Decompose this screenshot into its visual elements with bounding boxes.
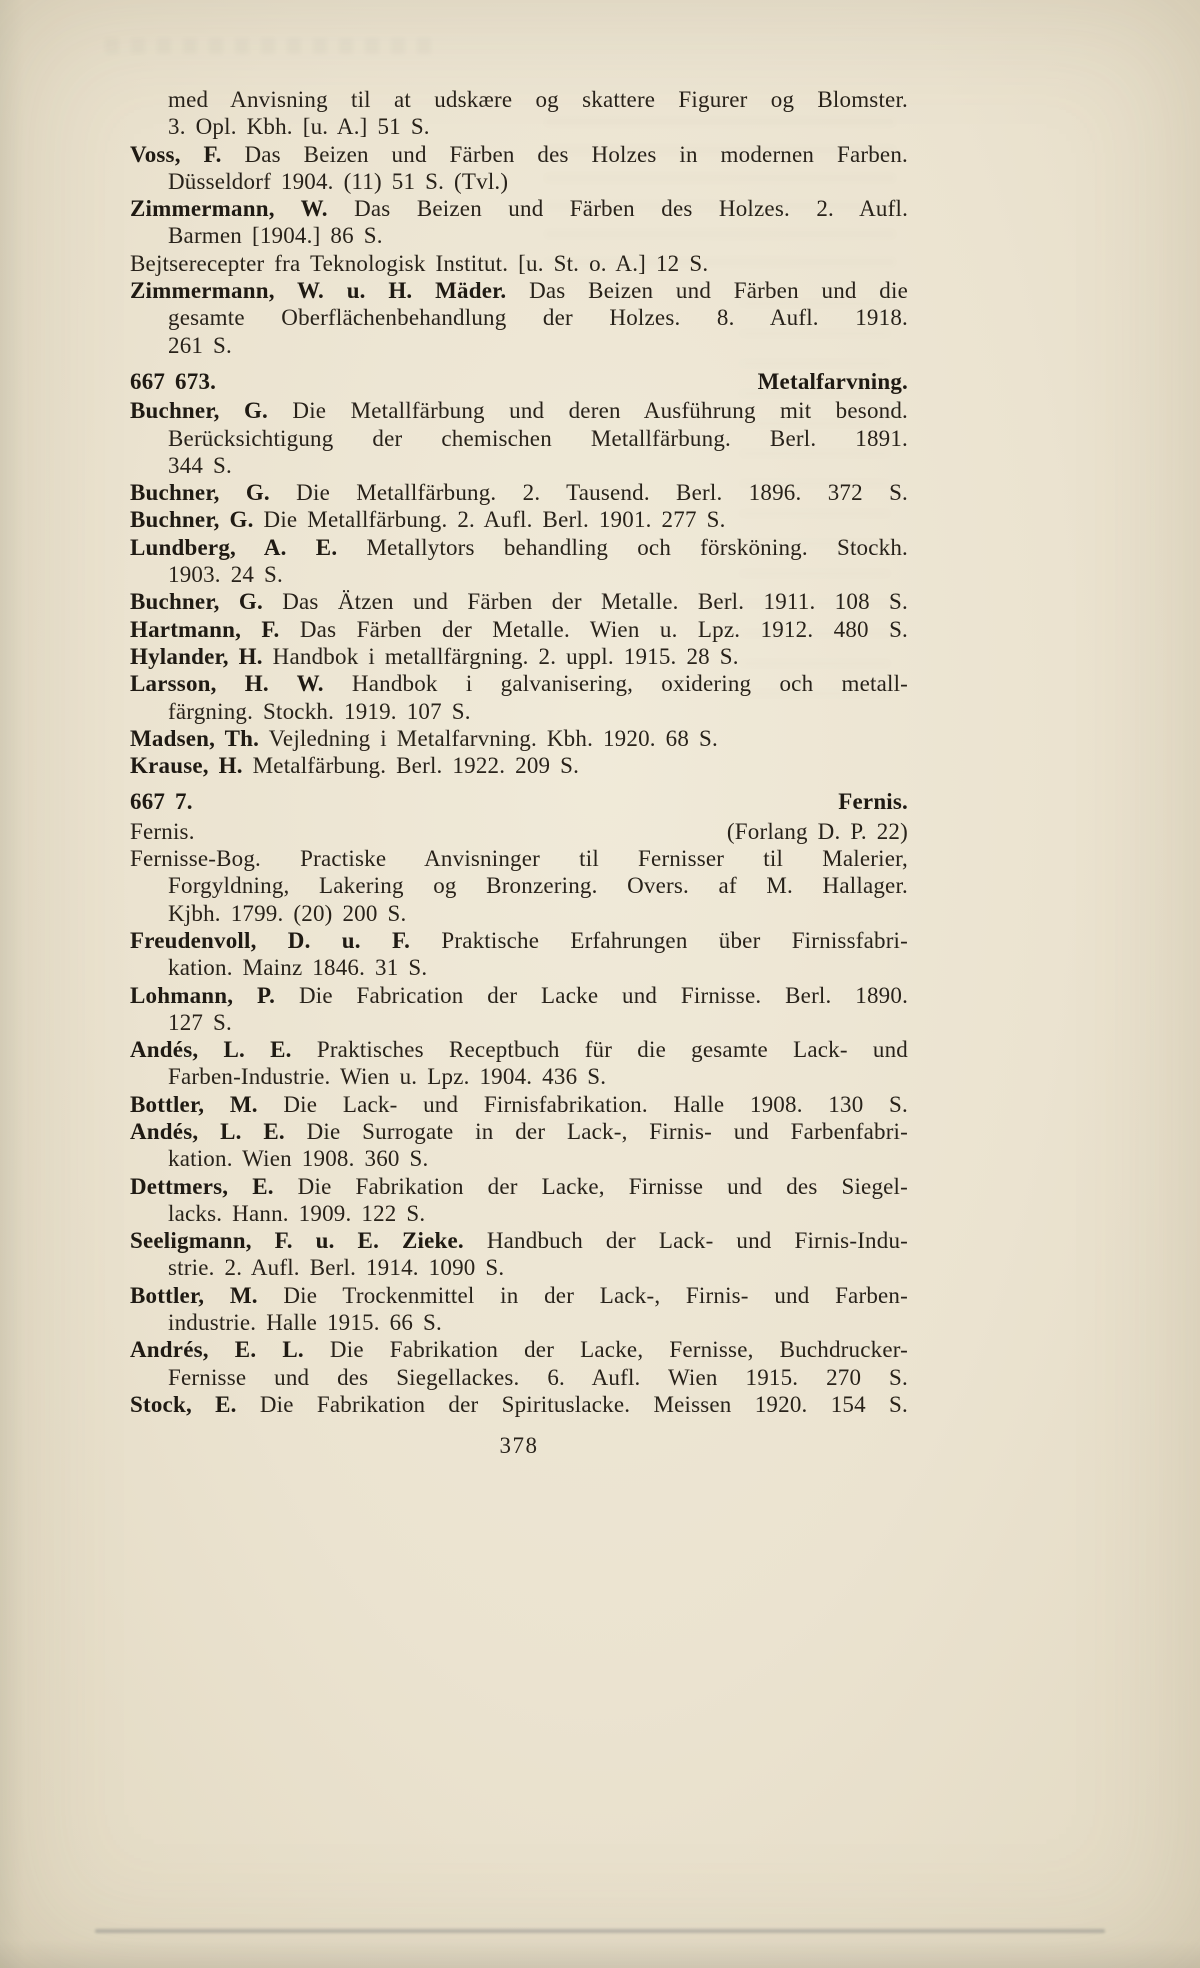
bibliography-line: Andrés, E. L. Die Fabrikation der Lacke, Fernisse, Buchdrucker- xyxy=(130,1337,909,1363)
bibliography-line: Bottler, M. Die Trockenmittel in der Lack-, Firnis- und Farben- xyxy=(130,1282,908,1308)
bibliography-line: Hartmann, F. Das Färben der Metalle. Wien u. Lpz. 1912. 480 S. xyxy=(130,616,909,642)
bibliography-line xyxy=(130,818,908,845)
page-number: 378 xyxy=(499,1433,539,1458)
bibliography-line: Krause, H. Metalfärbung. Berl. 1922. 209 S. xyxy=(130,753,580,779)
bibliography-line: 344 S. xyxy=(168,452,232,478)
section-heading xyxy=(130,368,908,395)
bibliography-line: Kjbh. 1799. (20) 200 S. xyxy=(168,900,407,926)
author-name: Buchner, G. xyxy=(130,507,254,533)
bibliography-line: industrie. Halle 1915. 66 S. xyxy=(168,1310,442,1336)
bibliography-line: kation. Wien 1908. 360 S. xyxy=(168,1146,429,1172)
bibliography-line: Düsseldorf 1904. (11) 51 S. (Tvl.) xyxy=(168,168,509,194)
author-name: Stock, E. xyxy=(130,1391,237,1417)
author-name: Bottler, M. xyxy=(130,1091,258,1117)
bibliography-line: Madsen, Th. Vejledning i Metalfarvning. Kbh. 1920. 68 S. xyxy=(130,725,718,751)
bibliography-line: Zimmermann, W. Das Beizen und Färben des Holzes. 2. Aufl. xyxy=(130,196,909,222)
author-name: Andrés, E. L. xyxy=(130,1337,304,1363)
author-name: Seeligmann, F. u. E. Zieke. xyxy=(130,1228,464,1254)
bibliography-line: Fernisse und des Siegellackes. 6. Aufl. Wien 1915. 270 S. xyxy=(168,1364,908,1390)
scan-artifact-left-edge xyxy=(0,0,24,1968)
bibliography-line: Bejtserecepter fra Teknologisk Institut. [u. St. o. A.] 12 S. xyxy=(130,250,709,276)
bibliography-line: Voss, F. Das Beizen und Färben des Holzes in modernen Farben. xyxy=(130,141,908,167)
section-number: 667 7. xyxy=(130,789,193,815)
bibliography-line: Seeligmann, F. u. E. Zieke. Handbuch der Lack- und Firnis-Indu- xyxy=(130,1228,909,1254)
bibliography-line: Buchner, G. Die Metallfärbung. 2. Tausend. Berl. 1896. 372 S. xyxy=(130,480,909,506)
bibliography-line: lacks. Hann. 1909. 122 S. xyxy=(168,1200,426,1226)
bibliography-line: Andés, L. E. Die Surrogate in der Lack-, Firnis- und Farbenfabri- xyxy=(130,1118,908,1144)
bibliography-line: färgning. Stockh. 1919. 107 S. xyxy=(168,698,471,724)
bibliography-line: 1903. 24 S. xyxy=(168,562,283,588)
line-left-text: Fernis. xyxy=(130,818,195,844)
author-name: Hylander, H. xyxy=(130,643,263,669)
bibliography-line: Dettmers, E. Die Fabrikation der Lacke, Firnisse und des Siegel- xyxy=(130,1173,909,1199)
scan-artifact-top-bleed xyxy=(105,38,435,54)
bibliography-line: med Anvisning til at udskære og skattere Figurer og Blomster. xyxy=(168,87,908,112)
author-name: Dettmers, E. xyxy=(130,1173,274,1199)
author-name: Bottler, M. xyxy=(130,1282,258,1308)
author-name: Hartmann, F. xyxy=(130,616,280,642)
author-name: Voss, F. xyxy=(130,141,222,167)
bibliography-line: Lohmann, P. Die Fabrication der Lacke und Firnisse. Berl. 1890. xyxy=(130,982,909,1008)
author-name: Andés, L. E. xyxy=(130,1037,292,1063)
author-name: Larsson, H. W. xyxy=(130,671,324,697)
author-name: Lundberg, A. E. xyxy=(130,534,338,560)
author-name: Freudenvoll, D. u. F. xyxy=(130,927,411,953)
bibliography-line: Larsson, H. W. Handbok i galvanisering, oxidering och metall- xyxy=(130,671,909,697)
author-name: Andés, L. E. xyxy=(130,1118,285,1144)
bibliography-line: Bottler, M. Die Lack- und Firnisfabrikation. Halle 1908. 130 S. xyxy=(130,1091,908,1117)
bibliography-line: 127 S. xyxy=(168,1009,232,1035)
bibliography-line: Buchner, G. Die Metallfärbung und deren Ausführung mit besond. xyxy=(130,398,908,424)
bibliography-line: Forgyldning, Lakering og Bronzering. Overs. af M. Hallager. xyxy=(168,873,908,899)
line-right-text: (Forlang D. P. 22) xyxy=(726,818,908,844)
bibliography-line: 261 S. xyxy=(168,332,232,358)
bibliography-line: Buchner, G. Die Metallfärbung. 2. Aufl. Berl. 1901. 277 S. xyxy=(130,507,726,533)
section-heading xyxy=(130,788,908,815)
author-name: Buchner, G. xyxy=(130,480,270,506)
bibliography-line: Lundberg, A. E. Metallytors behandling och försköning. Stockh. xyxy=(130,534,908,560)
bibliography-line: Berücksichtigung der chemischen Metallfärbung. Berl. 1891. xyxy=(168,425,908,451)
bibliography-line: Freudenvoll, D. u. F. Praktische Erfahrungen über Firnissfabri- xyxy=(130,927,908,953)
author-name: Zimmermann, W. xyxy=(130,196,328,222)
bibliography-line: Buchner, G. Das Ätzen und Färben der Metalle. Berl. 1911. 108 S. xyxy=(130,589,908,615)
bibliography-line: Barmen [1904.] 86 S. xyxy=(168,223,383,249)
bibliography-line: Zimmermann, W. u. H. Mäder. Das Beizen und Färben und die xyxy=(130,278,909,304)
section-number: 667 673. xyxy=(130,368,217,394)
bibliography-line: strie. 2. Aufl. Berl. 1914. 1090 S. xyxy=(168,1255,505,1281)
bibliography-line: Stock, E. Die Fabrikation der Spirituslacke. Meissen 1920. 154 S. xyxy=(130,1391,908,1417)
bibliography-line: 3. Opl. Kbh. [u. A.] 51 S. xyxy=(168,114,430,140)
bibliography-lines xyxy=(130,86,908,1418)
author-name: Buchner, G. xyxy=(130,398,268,424)
section-title: Metalfarvning. xyxy=(757,368,908,394)
bibliography-line: kation. Mainz 1846. 31 S. xyxy=(168,955,428,981)
author-name: Madsen, Th. xyxy=(130,725,260,751)
bibliography-line: Farben-Industrie. Wien u. Lpz. 1904. 436 S. xyxy=(168,1064,607,1090)
section-title: Fernis. xyxy=(838,789,908,815)
bibliography-line: Andés, L. E. Praktisches Receptbuch für die gesamte Lack- und xyxy=(130,1037,909,1063)
author-name: Lohmann, P. xyxy=(130,982,276,1008)
bibliography-line: gesamte Oberflächenbehandlung der Holzes. 8. Aufl. 1918. xyxy=(168,305,908,331)
scan-artifact-bottom-line xyxy=(95,1929,1105,1933)
scan-artifact-bottom-shade xyxy=(0,1940,1200,1968)
bibliography-line: Fernisse-Bog. Practiske Anvisninger til Fernisser til Malerier, xyxy=(130,846,908,872)
author-name: Buchner, G. xyxy=(130,589,263,615)
bibliography-line: Hylander, H. Handbok i metallfärgning. 2. uppl. 1915. 28 S. xyxy=(130,643,739,669)
author-name: Krause, H. xyxy=(130,753,243,779)
author-name: Zimmermann, W. u. H. Mäder. xyxy=(130,278,507,304)
